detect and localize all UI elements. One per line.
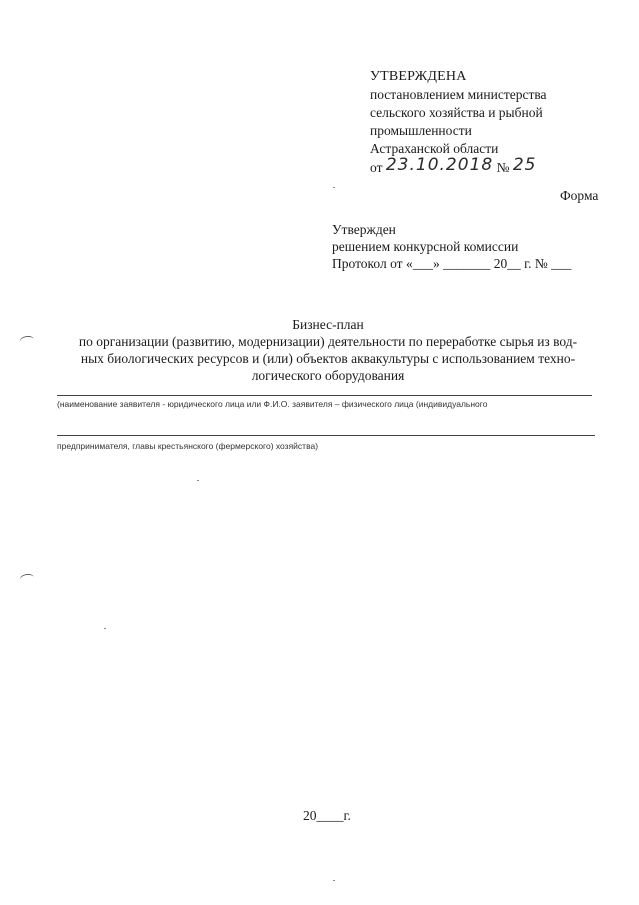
approval-heading: УТВЕРЖДЕНА (370, 69, 467, 84)
footer-year: 20____г. (303, 808, 351, 823)
number-prefix: № (496, 160, 510, 175)
scan-speck (333, 880, 335, 881)
approval-line-4: Астраханской области (370, 141, 499, 156)
date-prefix: от (370, 160, 383, 175)
approval-line-3: промышленности (370, 123, 472, 138)
scan-mark-hook (19, 335, 34, 346)
title-line-3: логического оборудования (251, 368, 405, 383)
applicant-caption-1: (наименование заявителя - юридического лица или Ф.И.О. заявителя – физического лица (индивидуального (57, 399, 488, 409)
document-title-block (58, 316, 598, 384)
document-title: Бизнес-план (292, 317, 364, 332)
protocol-line: Протокол от «___» _______ 20__ г. № ___ (332, 256, 572, 271)
scan-speck (197, 480, 199, 481)
handwritten-number: 25 (512, 155, 537, 175)
commission-line-2: решением конкурсной комиссии (332, 239, 519, 254)
form-label: Форма (560, 188, 599, 203)
handwritten-date: 23.10.2018 (385, 155, 494, 175)
approval-line-1: постановлением министерства (370, 87, 547, 102)
title-line-2: ных биологических ресурсов и (или) объектов аквакультуры с использованием техно- (80, 351, 576, 366)
commission-line-1: Утвержден (332, 222, 396, 237)
approval-block (370, 68, 547, 177)
applicant-caption-2: предпринимателя, главы крестьянского (фермерского) хозяйства) (57, 441, 319, 451)
scan-mark-hook (19, 573, 34, 584)
commission-block (332, 221, 571, 272)
title-line-1: по организации (развитию, модернизации) деятельности по переработке сырья из вод- (78, 334, 578, 349)
applicant-name-rule-2 (57, 435, 595, 436)
approval-date-line (370, 155, 547, 177)
scan-speck (104, 628, 106, 629)
approval-line-2: сельского хозяйства и рыбной (370, 105, 543, 120)
applicant-name-rule-1 (57, 395, 592, 396)
scan-speck (333, 187, 335, 188)
